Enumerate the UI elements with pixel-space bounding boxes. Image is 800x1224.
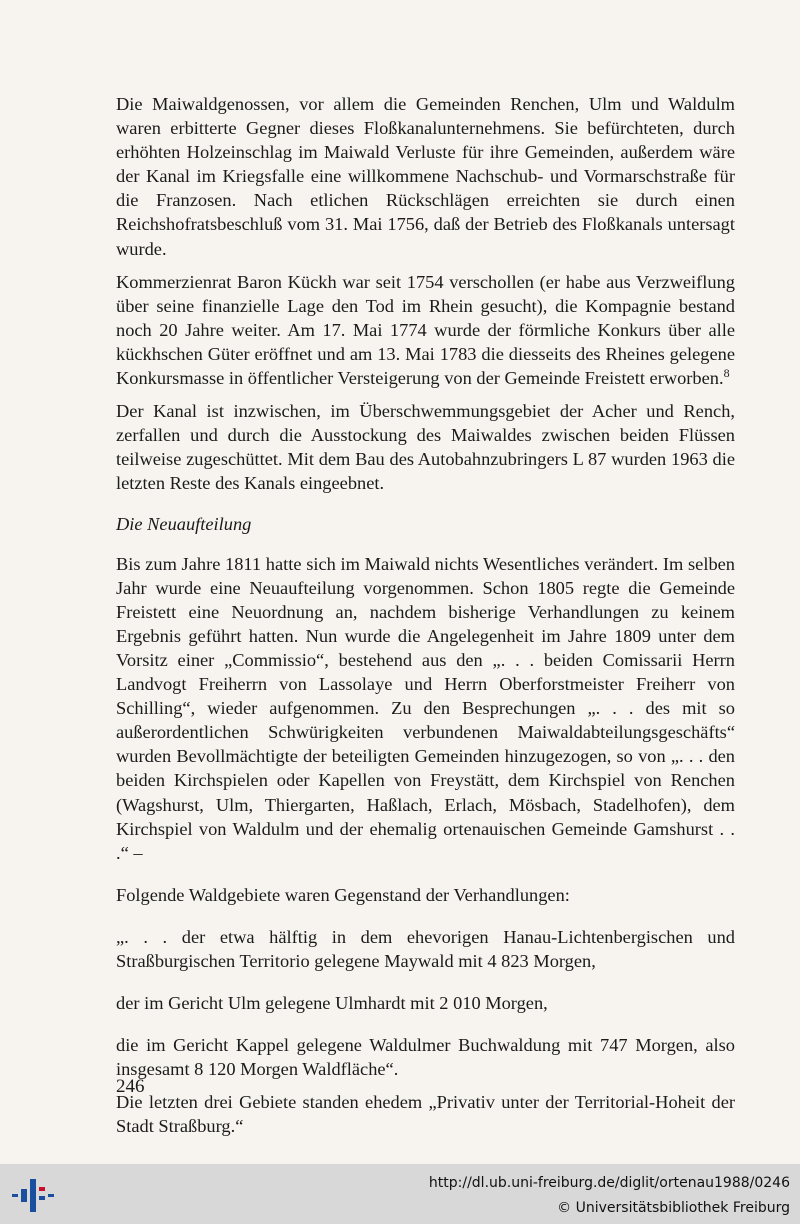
paragraph-3: Der Kanal ist inzwischen, im Überschwemmungsgebiet der Acher und Rench, zerfallen und durch die Ausstockung des Maiwaldes zwischen beiden Flüssen teilweise zugeschüttet. Mit dem Bau des Autobahnzubringers L 87 wurden 1963 die letzten Reste des Kanals eingeebnet. <box>116 401 735 494</box>
body-text <box>116 92 735 1148</box>
paragraph-2 <box>116 270 735 390</box>
ub-freiburg-logo-icon[interactable] <box>10 1172 56 1218</box>
paragraph-2-text: Kommerzienrat Baron Kückh war seit 1754 verschollen (er habe aus Verzweiflung über seine finanzielle Lage den Tod im Rhein gesucht), die Kompagnie bestand noch 20 Jahre weiter. Am 17. Mai 1774 wurde der förmliche Konkurs über alle kückhschen Güter eröffnet und am 13. Mai 1783 die diesseits des Rheines gelegene Konkursmasse in öffentlicher Versteigerung von der Gemeinde Freistett erworben. <box>116 271 735 389</box>
library-footer <box>0 1164 800 1224</box>
section-heading: Die Neuaufteilung <box>116 513 252 534</box>
paragraph-5: Folgende Waldgebiete waren Gegenstand der Verhandlungen: <box>116 884 570 905</box>
quote-2: der im Gericht Ulm gelegene Ulmhardt mit 2 010 Morgen, <box>116 993 548 1014</box>
paragraph-4: Bis zum Jahre 1811 hatte sich im Maiwald nichts Wesentliches verändert. Im selben Jahr wurde eine Neuaufteilung vorgenommen. Schon 1805 regte die Gemeinde Freistett eine Neuordnung an, nachdem bisherige Verhandlungen zu keinem Ergebnis geführt hatten. Nun wurde die Angelegenheit im Jahre 1809 unter dem Vorsitz einer „Commissio“, bestehend aus den „. . . beiden Comissarii Herrn Landvogt Freiherrn von Lassolaye und Herrn Oberforstmeister Freiherr von Schilling“, wieder aufgenommen. Zu den Besprechungen „. . . des mit so außerordentlichen Schwürigkeiten verbundenen Maiwaldabteilungsgeschäfts“ wurden Bevollmächtigte der beteiligten Gemeinden hinzugezogen, so von „. . . den beiden Kirchspielen oder Kapellen von Freystätt, dem Kirchspiel von Renchen (Wagshurst, Ulm, Thiergarten, Haßlach, Erlach, Mösbach, Stadelhofen), dem Kirchspiel von Waldulm und der ehemalig ortenauischen Gemeinde Gamshurst . . .“ – <box>116 553 735 863</box>
paragraph-1: Die Maiwaldgenossen, vor allem die Gemeinden Renchen, Ulm und Waldulm waren erbitterte Gegner dieses Floßkanalunternehmens. Sie befürchteten, durch erhöhten Holzeinschlag im Maiwald Verluste für ihre Gemeinden, außerdem wäre der Kanal im Kriegsfalle eine willkommene Nachschub- und Vormarschstraße für die Franzosen. Nach etlichen Rückschlägen erreichten sie durch einen Reichshofratsbeschluß vom 31. Mai 1756, daß der Betrieb des Floßkanals untersagt wurde. <box>116 94 735 259</box>
source-url-link[interactable]: http://dl.ub.uni-freiburg.de/diglit/ortenau1988/0246 <box>428 1175 790 1191</box>
quote-3: die im Gericht Kappel gelegene Waldulmer Buchwaldung mit 747 Morgen, also insgesamt 8 120 Morgen Waldfläche“. <box>116 1035 735 1080</box>
footnote-marker[interactable]: 8 <box>723 366 730 381</box>
quote-1: „. . . der etwa hälftig in dem ehevorigen Hanau-Lichtenbergischen und Straßburgischen Territorio gelegene Maywald mit 4 823 Morgen, <box>116 926 735 971</box>
page-number: 246 <box>116 1076 145 1097</box>
paragraph-6: Die letzten drei Gebiete standen ehedem „Privativ unter der Territorial-Hoheit der Stadt Straßburg.“ <box>116 1092 735 1137</box>
copyright-notice: © Universitätsbibliothek Freiburg <box>557 1200 790 1216</box>
